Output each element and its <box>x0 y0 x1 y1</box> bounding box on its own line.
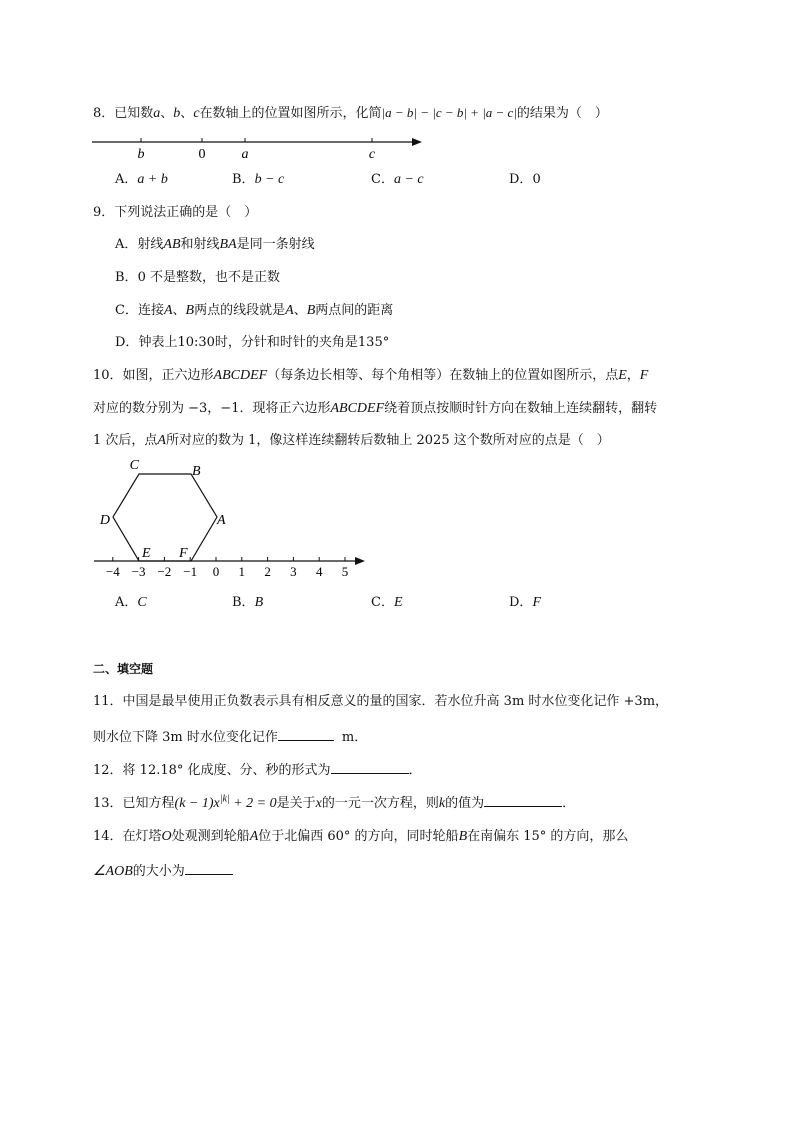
q10-option-d[interactable]: D．F <box>509 595 541 610</box>
axis-tick-label: 2 <box>264 564 271 579</box>
q8-stem: 8．已知数a、b、c在数轴上的位置如图所示，化简|a − b| − |c − b| + |a − c|的结果为（ ） <box>93 105 608 121</box>
axis-tick-label: 3 <box>290 564 297 579</box>
q10-line-2: 对应的数分别为 −3，−1．现将正六边形ABCDEF绕着顶点按顺时针方向在数轴上连续翻转，翻转 <box>93 401 658 416</box>
axis-label-b: b <box>137 147 145 162</box>
q11-line-1: 11．中国是最早使用正负数表示具有相反意义的量的国家．若水位升高 3m 时水位变化记作 +3m， <box>93 694 669 709</box>
q10-option-b[interactable]: B．B <box>232 595 264 610</box>
axis-tick-label: 5 <box>341 564 349 579</box>
q14-line-1: 14．在灯塔O处观测到轮船A位于北偏西 60° 的方向，同时轮船B在南偏东 15° 的方向，那么 <box>93 829 629 844</box>
q8-option-b[interactable]: B．b − c <box>232 172 285 187</box>
q13: 13．已知方程$(k - 1)x^{|k|} + 2 = 0$是关于x的一元一次方程，则k的值为 ． <box>93 793 576 811</box>
axis-tick-label: 4 <box>315 564 323 579</box>
q8-option-c[interactable]: C．a − c <box>371 172 424 187</box>
var-a: a <box>153 106 161 121</box>
vertex-label-d: D <box>99 513 110 528</box>
var-c: c <box>193 106 200 121</box>
q14-line-2: ∠AOB的大小为 <box>93 862 233 879</box>
axis-tick-label: −2 <box>157 564 172 579</box>
vertex-label-c: C <box>129 460 139 473</box>
axis-label-zero: 0 <box>198 147 206 162</box>
q9-option-b[interactable]: B．0 不是整数，也不是正数 <box>115 270 280 285</box>
vertex-label-b: B <box>192 464 201 479</box>
q8-option-d[interactable]: D．0 <box>509 172 541 187</box>
axis-tick-label: −1 <box>183 564 198 579</box>
q9-option-d[interactable]: D．钟表上10:30时，分针和时针的夹角是135° <box>115 335 390 350</box>
q12: 12．将 12.18° 化成度、分、秒的形式为 ． <box>93 763 422 778</box>
q10-option-a[interactable]: A．C <box>115 595 147 610</box>
answer-blank[interactable] <box>278 728 334 741</box>
axis-tick-label: −3 <box>131 564 146 579</box>
q10-line-3: 1 次后，点A所对应的数为 1，像这样连续翻转后数轴上 2025 这个数所对应的点是（ ） <box>93 433 610 448</box>
angle-aob: ∠AOB <box>93 864 133 879</box>
axis-tick-label: 1 <box>238 564 246 579</box>
section-title: 二、填空题 <box>93 662 154 676</box>
q9-stem: 9．下列说法正确的是（ ） <box>93 205 258 220</box>
q9-option-a[interactable]: A．射线AB和射线BA是同一条射线 <box>115 237 315 252</box>
q8-number-line <box>88 130 433 162</box>
abs-expression: |a − b| − |c − b| + |a − c| <box>381 105 517 120</box>
answer-blank[interactable] <box>484 794 562 807</box>
answer-blank[interactable] <box>185 862 233 875</box>
vertex-label-e: E <box>142 546 151 561</box>
var-b: b <box>173 106 181 121</box>
q8-option-a[interactable]: A．a + b <box>115 172 168 187</box>
axis-tick-label: −4 <box>105 564 120 579</box>
q10-line-1: 10．如图，正六边形ABCDEF（每条边长相等、每个角相等）在数轴上的位置如图所示，点E，F <box>93 368 649 383</box>
answer-blank[interactable] <box>331 761 409 774</box>
q10-option-c[interactable]: C．E <box>371 595 403 610</box>
vertex-label-a: A <box>217 513 226 528</box>
hexagon-number-line-figure <box>90 460 375 580</box>
axis-label-a: a <box>241 147 249 162</box>
vertex-label-f: F <box>179 546 188 561</box>
exponent: |k| <box>219 793 230 805</box>
axis-label-c: c <box>368 147 376 162</box>
equation: (k − 1)x <box>174 796 220 811</box>
q11-line-2: 则水位下降 3m 时水位变化记作 m． <box>93 730 368 745</box>
regular-hexagon <box>113 474 217 561</box>
axis-tick-label: 0 <box>212 564 220 579</box>
q9-option-c[interactable]: C．连接A、B两点的线段就是A、B两点间的距离 <box>115 303 394 318</box>
